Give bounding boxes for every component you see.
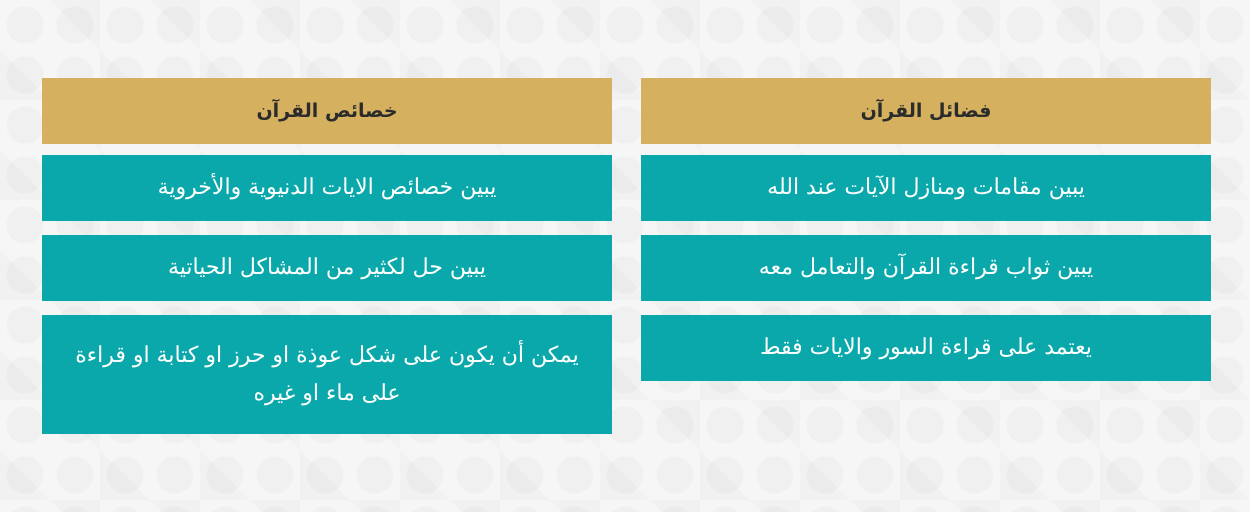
characteristics-header: خصائص القرآن: [42, 78, 612, 144]
characteristics-item-1: يبين خصائص الايات الدنيوية والأخروية: [42, 155, 612, 221]
characteristics-column: [42, 78, 612, 448]
characteristics-item-2: يبين حل لكثير من المشاكل الحياتية: [42, 235, 612, 301]
virtues-column: [641, 78, 1211, 395]
virtues-header: فضائل القرآن: [641, 78, 1211, 144]
characteristics-item-3: يمكن أن يكون على شكل عوذة او حرز او كتابة او قراءة على ماء او غيره: [42, 315, 612, 434]
virtues-item-1: يبين مقامات ومنازل الآيات عند الله: [641, 155, 1211, 221]
virtues-item-2: يبين ثواب قراءة القرآن والتعامل معه: [641, 235, 1211, 301]
virtues-item-3: يعتمد على قراءة السور والايات فقط: [641, 315, 1211, 381]
